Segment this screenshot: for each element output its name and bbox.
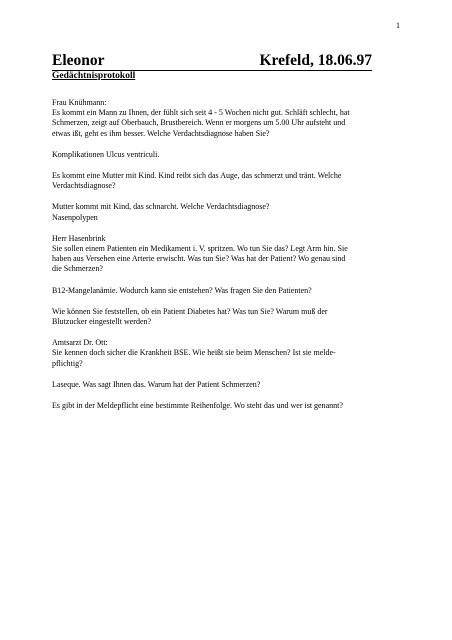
text-line: Sie sollen einem Patienten ein Medikament i. V. spritzen. Wo tun Sie das? Legt Arm hin. Sie	[52, 244, 348, 254]
text-line: Wie können Sie feststellen, ob ein Patient Diabetes hat? Was tun Sie? Warum muß der	[52, 306, 328, 316]
text-line: Herr Hasenbrink	[52, 233, 106, 243]
document-body	[52, 98, 397, 422]
paragraph	[52, 234, 397, 275]
paragraph	[52, 286, 397, 296]
page-number: 1	[396, 21, 400, 30]
text-line: Es kommt eine Mutter mit Kind. Kind reibt sich das Auge, das schmerzt und tränt. Welche	[52, 171, 342, 181]
text-line: Blutzucker eingestellt werden?	[52, 317, 152, 327]
paragraph	[52, 338, 397, 369]
paragraph	[52, 202, 397, 222]
author-name: Eleonor	[52, 52, 105, 69]
paragraph	[52, 150, 397, 160]
paragraph	[52, 307, 397, 327]
place-date: Krefeld, 18.06.97	[259, 52, 372, 69]
paragraph	[52, 401, 397, 411]
text-line: Komplikationen Ulcus ventriculi.	[52, 149, 160, 159]
paragraph	[52, 171, 397, 191]
text-line: Mutter kommt mit Kind, das schnarcht. Welche Verdachtsdiagnose?	[52, 202, 270, 212]
text-line: Nasenpolypen	[52, 212, 98, 222]
text-line: die Schmerzen?	[52, 264, 103, 274]
text-line: haben aus Versehen eine Arterie erwischt. Was tun Sie? Was hat der Patient? Wo genau sind	[52, 254, 346, 264]
paragraph	[52, 380, 397, 390]
text-line: Laseque. Was sagt Ihnen das. Warum hat der Patient Schmerzen?	[52, 379, 261, 389]
paragraph	[52, 98, 397, 139]
text-line: Frau Knühmann:	[52, 98, 107, 107]
document-header	[52, 52, 372, 71]
text-line: Verdachtsdiagnose?	[52, 181, 116, 191]
text-line: B12-Mangelanämie. Wodurch kann sie entstehen? Was fragen Sie den Patienten?	[52, 285, 312, 295]
text-line: Schmerzen, zeigt auf Oberbauch, Brustbereich. Wenn er morgens um 5.00 Uhr aufsteht und	[52, 118, 346, 128]
text-line: Amtsarzt Dr. Ott:	[52, 338, 108, 348]
text-line: pflichtig?	[52, 358, 83, 368]
text-line: Es kommt ein Mann zu Ihnen, der fühlt sich seit 4 - 5 Wochen nicht gut. Schläft schlecht, hat	[52, 108, 350, 118]
text-line: Es gibt in der Meldepflicht eine bestimmte Reihenfolge. Wo steht das und wer ist genannt?	[52, 401, 343, 411]
document-subtitle: Gedächtnisprotokoll	[52, 71, 136, 81]
text-line: Sie kennen doch sicher die Krankheit BSE. Wie heißt sie beim Menschen? Ist sie melde-	[52, 348, 336, 358]
text-line: etwas ißt, geht es ihm besser. Welche Verdachtsdiagnose haben Sie?	[52, 128, 270, 138]
